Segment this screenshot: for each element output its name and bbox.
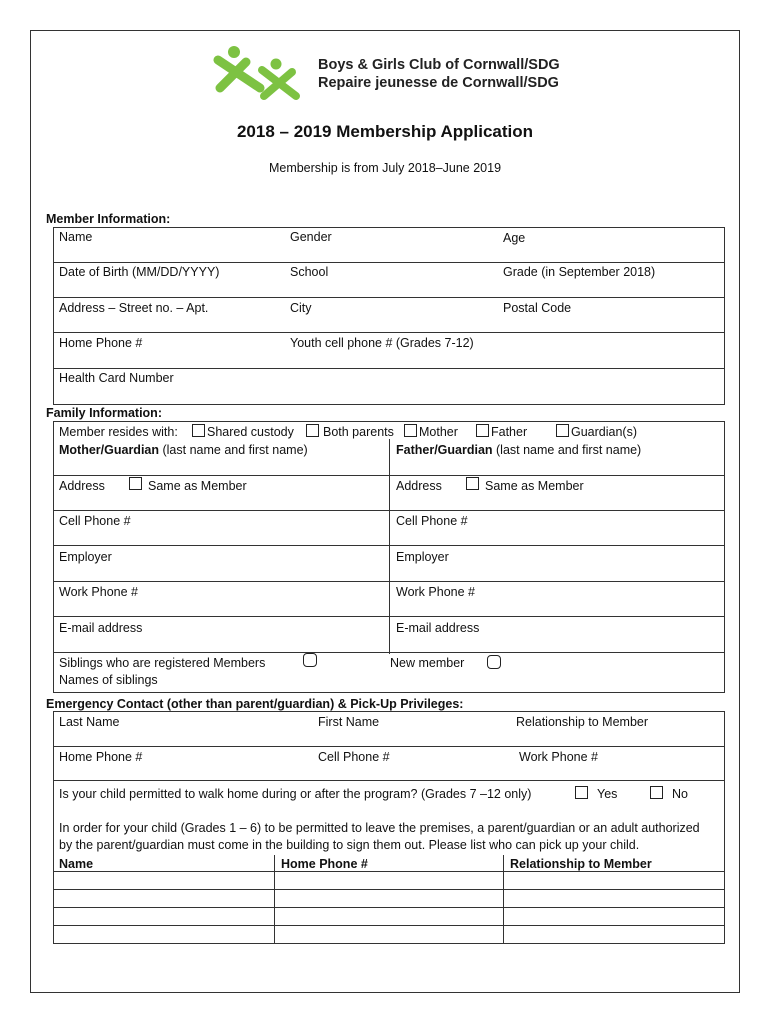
mother-address-field[interactable]: Address: [59, 479, 105, 493]
siblings-label: Siblings who are registered Members: [59, 656, 266, 670]
walk-home-yes-checkbox[interactable]: [575, 786, 588, 799]
family-info-heading: Family Information:: [46, 406, 162, 420]
siblings-radio[interactable]: [303, 653, 317, 667]
org-name-en: Boys & Girls Club of Cornwall/SDG: [318, 57, 560, 73]
org-name-fr: Repaire jeunesse de Cornwall/SDG: [318, 75, 559, 91]
father-checkbox[interactable]: [476, 424, 489, 437]
mother-cell-phone-field[interactable]: Cell Phone #: [59, 514, 131, 528]
father-guardian-bold: Father/Guardian: [396, 443, 493, 457]
walk-home-no-label: No: [672, 787, 688, 801]
pickup-row-2-phone-cell[interactable]: [275, 890, 503, 907]
pickup-row-3-phone-cell[interactable]: [275, 908, 503, 925]
mother-guardian-field[interactable]: [59, 443, 308, 458]
club-logo-icon: [212, 44, 304, 102]
pickup-row-1-name-cell[interactable]: [54, 872, 274, 889]
pickup-row-1-phone-cell[interactable]: [275, 872, 503, 889]
pickup-row-3-name-cell[interactable]: [54, 908, 274, 925]
guardians-label: Guardian(s): [571, 425, 637, 439]
names-of-siblings-field[interactable]: Names of siblings: [59, 673, 158, 687]
member-city-field[interactable]: City: [290, 301, 312, 315]
pickup-col-home-phone: Home Phone #: [281, 857, 368, 871]
pickup-notice-line1: In order for your child (Grades 1 – 6) to be permitted to leave the premises, a parent/guardian or an adult authorized: [59, 821, 700, 835]
member-postal-field[interactable]: Postal Code: [503, 301, 572, 315]
walk-home-no-checkbox[interactable]: [650, 786, 663, 799]
member-info-heading: Member Information:: [46, 212, 171, 226]
shared-custody-label: Shared custody: [207, 425, 294, 439]
pickup-row-1-relationship-cell[interactable]: [504, 872, 724, 889]
pickup-col-relationship: Relationship to Member: [510, 857, 652, 871]
pickup-notice-line2: by the parent/guardian must come in the building to sign them out. Please list who can pick up your child.: [59, 838, 640, 852]
member-address-field[interactable]: Address – Street no. – Apt.: [59, 301, 209, 315]
father-email-field[interactable]: E-mail address: [396, 621, 480, 635]
emergency-first-name-field[interactable]: First Name: [318, 715, 380, 729]
member-name-field[interactable]: Name: [59, 230, 93, 244]
member-dob-field[interactable]: Date of Birth (MM/DD/YYYY): [59, 265, 220, 279]
member-home-phone-field[interactable]: Home Phone #: [59, 336, 143, 350]
emergency-cell-phone-field[interactable]: Cell Phone #: [318, 750, 390, 764]
member-school-field[interactable]: School: [290, 265, 329, 279]
mother-label: Mother: [419, 425, 458, 439]
pickup-col-name: Name: [59, 857, 94, 871]
member-grade-field[interactable]: Grade (in September 2018): [503, 265, 656, 279]
father-guardian-rest: (last name and first name): [492, 443, 642, 457]
mother-guardian-bold: Mother/Guardian: [59, 443, 160, 457]
mother-guardian-rest: (last name and first name): [159, 443, 308, 457]
father-same-as-member-checkbox[interactable]: [466, 477, 479, 490]
emergency-last-name-field[interactable]: Last Name: [59, 715, 120, 729]
father-label: Father: [491, 425, 528, 439]
mother-email-field[interactable]: E-mail address: [59, 621, 143, 635]
resides-with-label: Member resides with:: [59, 425, 178, 439]
mother-same-as-member-checkbox[interactable]: [129, 477, 142, 490]
membership-period: Membership is from July 2018–June 2019: [268, 161, 502, 175]
walk-home-yes-label: Yes: [597, 787, 618, 801]
guardians-checkbox[interactable]: [556, 424, 569, 437]
mother-employer-field[interactable]: Employer: [59, 550, 112, 564]
pickup-row-2-relationship-cell[interactable]: [504, 890, 724, 907]
pickup-row-4-relationship-cell[interactable]: [504, 926, 724, 943]
father-same-as-member-label: Same as Member: [485, 479, 584, 493]
mother-same-as-member-label: Same as Member: [148, 479, 247, 493]
pickup-row-2-name-cell[interactable]: [54, 890, 274, 907]
father-work-phone-field[interactable]: Work Phone #: [396, 585, 475, 599]
walk-home-question: Is your child permitted to walk home during or after the program? (Grades 7 –12 only): [59, 787, 532, 801]
father-guardian-field[interactable]: [396, 443, 641, 458]
emergency-work-phone-field[interactable]: Work Phone #: [519, 750, 598, 764]
shared-custody-checkbox[interactable]: [192, 424, 205, 437]
member-gender-field[interactable]: Gender: [290, 230, 332, 244]
mother-checkbox[interactable]: [404, 424, 417, 437]
pickup-row-3-relationship-cell[interactable]: [504, 908, 724, 925]
father-employer-field[interactable]: Employer: [396, 550, 449, 564]
both-parents-checkbox[interactable]: [306, 424, 319, 437]
new-member-label: New member: [390, 656, 465, 670]
emergency-heading: Emergency Contact (other than parent/guardian) & Pick-Up Privileges:: [46, 697, 464, 711]
both-parents-label: Both parents: [323, 425, 394, 439]
health-card-field[interactable]: Health Card Number: [59, 371, 174, 385]
emergency-relationship-field[interactable]: Relationship to Member: [516, 715, 649, 729]
pickup-row-4-name-cell[interactable]: [54, 926, 274, 943]
emergency-home-phone-field[interactable]: Home Phone #: [59, 750, 143, 764]
father-cell-phone-field[interactable]: Cell Phone #: [396, 514, 468, 528]
pickup-row-4-phone-cell[interactable]: [275, 926, 503, 943]
father-address-field[interactable]: Address: [396, 479, 442, 493]
mother-work-phone-field[interactable]: Work Phone #: [59, 585, 138, 599]
page-title: 2018 – 2019 Membership Application: [236, 122, 534, 141]
youth-cell-phone-field[interactable]: Youth cell phone # (Grades 7-12): [290, 336, 474, 350]
member-age-field[interactable]: Age: [503, 231, 526, 245]
new-member-radio[interactable]: [487, 655, 501, 669]
